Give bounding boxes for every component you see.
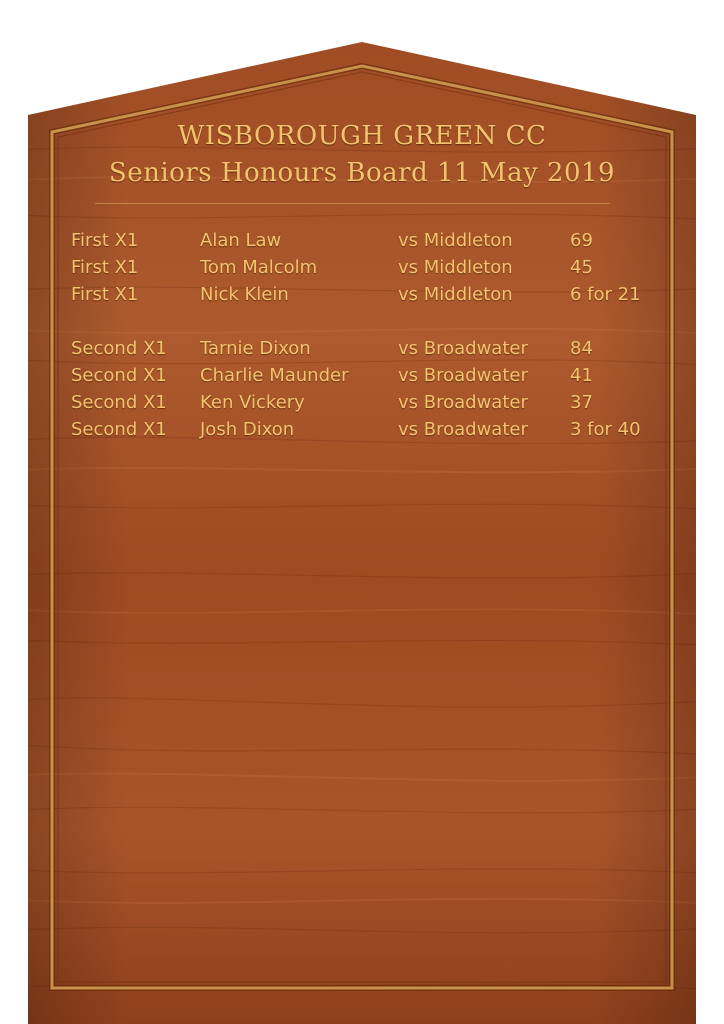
- player-name: Nick Klein: [200, 284, 289, 305]
- score: 37: [570, 392, 593, 413]
- opponent: vs Broadwater: [398, 392, 528, 413]
- honours-row: [71, 365, 671, 391]
- player-name: Charlie Maunder: [200, 365, 349, 386]
- team-name: Second X1: [71, 365, 167, 386]
- honours-row: [71, 392, 671, 418]
- opponent: vs Broadwater: [398, 338, 528, 359]
- title-divider: [95, 203, 610, 204]
- player-name: Tarnie Dixon: [200, 338, 311, 359]
- honours-row: [71, 257, 671, 283]
- player-name: Tom Malcolm: [200, 257, 318, 278]
- honours-row: [71, 284, 671, 310]
- club-title: WISBOROUGH GREEN CC: [177, 121, 547, 151]
- team-name: Second X1: [71, 338, 167, 359]
- honours-row: [71, 338, 671, 364]
- honours-row: [71, 419, 671, 445]
- team-name: First X1: [71, 284, 139, 305]
- opponent: vs Middleton: [398, 257, 513, 278]
- opponent: vs Broadwater: [398, 365, 528, 386]
- score: 3 for 40: [570, 419, 641, 440]
- opponent: vs Middleton: [398, 284, 513, 305]
- team-name: Second X1: [71, 392, 167, 413]
- board-subtitle: Seniors Honours Board 11 May 2019: [108, 158, 616, 188]
- score: 45: [570, 257, 593, 278]
- player-name: Alan Law: [200, 230, 282, 251]
- team-name: First X1: [71, 257, 139, 278]
- honours-row: [71, 230, 671, 256]
- player-name: Ken Vickery: [200, 392, 305, 413]
- team-name: Second X1: [71, 419, 167, 440]
- opponent: vs Broadwater: [398, 419, 528, 440]
- player-name: Josh Dixon: [200, 419, 295, 440]
- score: 84: [570, 338, 593, 359]
- score: 6 for 21: [570, 284, 641, 305]
- score: 69: [570, 230, 593, 251]
- team-name: First X1: [71, 230, 139, 251]
- opponent: vs Middleton: [398, 230, 513, 251]
- score: 41: [570, 365, 593, 386]
